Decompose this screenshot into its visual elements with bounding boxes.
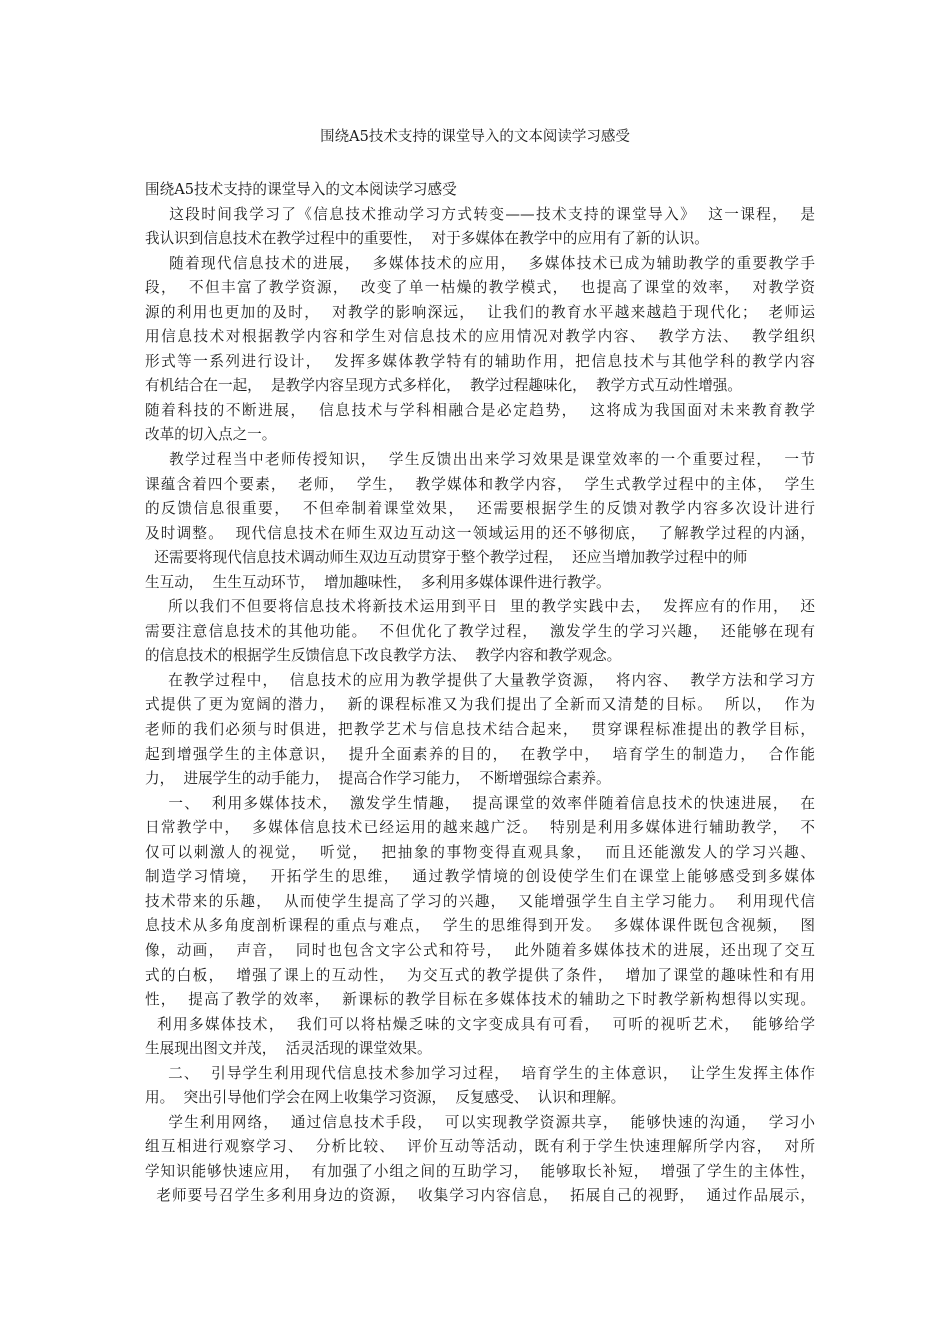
text-line: 源的利用也更加的及时， 对教学的影响深远， 让我们的教育水平越来越趋于现代化； 老师运	[145, 303, 815, 321]
text-line: 我认识到信息技术在教学过程中的重要性， 对于多媒体在教学中的应用有了新的认识。	[145, 230, 709, 248]
text-line: 老师的我们必须与时俱进，把教学艺术与信息技术结合起来， 贯穿课程标准提出的教学目标，	[145, 721, 815, 739]
text-line: 技术带来的乐趣， 从而使学生提高了学习的兴趣， 又能增强学生自主学习能力。 利用现代信	[145, 892, 815, 910]
text-line: 老师要号召学生多利用身边的资源， 收集学习内容信息， 拓展自己的视野， 通过作品展示，	[145, 1187, 815, 1205]
text-line: 形式等一系列进行设计， 发挥多媒体教学特有的辅助作用，把信息技术与其他学科的教学内容	[145, 352, 815, 370]
text-line: 性， 提高了教学的效率， 新课标的教学目标在多媒体技术的辅助之下时教学新构想得以实现。	[145, 991, 815, 1009]
text-line: 需要注意信息技术的其他功能。 不但优化了教学过程， 激发学生的学习兴趣， 还能够在现有	[145, 622, 815, 640]
text-line: 息技术从多角度剖析课程的重点与难点， 学生的思维得到开发。 多媒体课件既包含视频， 图	[145, 917, 815, 935]
text-line: 式提供了更为宽阔的潜力， 新的课程标准又为我们提出了全新而又清楚的目标。 所以， 作为	[145, 696, 815, 714]
text-line: 起到增强学生的主体意识， 提升全面素养的目的， 在教学中， 培育学生的制造力， 合作能	[145, 745, 815, 763]
text-line: 生展现出图文并茂， 活灵活现的课堂效果。	[145, 1040, 432, 1058]
text-line: 学知识能够快速应用， 有加强了小组之间的互助学习， 能够取长补短， 增强了学生的主体性，	[145, 1162, 815, 1180]
text-line: 用信息技术对根据教学内容和学生对信息技术的应用情况对教学内容、 教学方法、 教学组织	[145, 328, 815, 346]
text-line: 利用多媒体技术， 我们可以将枯燥乏味的文字变成具有可看， 可听的视听艺术， 能够给学	[145, 1015, 815, 1033]
text-line: 有机结合在一起， 是教学内容呈现方式多样化， 教学过程趣味化， 教学方式互动性增强。	[145, 377, 742, 395]
text-line: 组互相进行观察学习、 分析比较、 评价互动等活动，既有利于学生快速理解所学内容， 对所	[145, 1138, 815, 1156]
text-line: 教学过程当中老师传授知识， 学生反馈出出来学习效果是课堂效率的一个重要过程， 一节	[145, 451, 815, 469]
text-line: 的信息技术的根据学生反馈信息下改良教学方法、 教学内容和教学观念。	[145, 647, 622, 665]
body-heading: 围绕A5技术支持的课堂导入的文本阅读学习感受	[145, 181, 457, 198]
text-line: 日常教学中， 多媒体信息技术已经运用的越来越广泛。 特别是利用多媒体进行辅助教学， 不	[145, 819, 815, 837]
document-title: 围绕A5技术支持的课堂导入的文本阅读学习感受	[320, 129, 630, 145]
text-line: 及时调整。 现代信息技术在师生双边互动这一领域运用的还不够彻底， 了解教学过程的内涵，	[145, 524, 815, 542]
text-line: 在教学过程中， 信息技术的应用为教学提供了大量教学资源， 将内容、 教学方法和学习方	[145, 671, 815, 689]
text-line: 这段时间我学习了《信息技术推动学习方式转变——技术支持的课堂导入》 这一课程， 是	[145, 205, 815, 223]
text-line: 的反馈信息很重要， 不但牵制着课堂效果， 还需要根据学生的反馈对教学内容多次设计进行	[145, 500, 815, 518]
text-line: 二、 引导学生利用现代信息技术参加学习过程， 培育学生的主体意识， 让学生发挥主体作	[145, 1064, 815, 1082]
document-body	[145, 178, 815, 1209]
text-line: 制造学习情境， 开拓学生的思维， 通过教学情境的创设使学生们在课堂上能够感受到多媒体	[145, 868, 815, 886]
text-line: 所以我们不但要将信息技术将新技术运用到平日 里的教学实践中去， 发挥应有的作用， 还	[145, 598, 815, 616]
text-line: 力， 进展学生的动手能力， 提高合作学习能力， 不断增强综合素养。	[145, 770, 611, 788]
text-line: 式的白板， 增强了课上的互动性， 为交互式的教学提供了条件， 增加了课堂的趣味性和有用	[145, 966, 815, 984]
text-line: 一、 利用多媒体技术， 激发学生情趣， 提高课堂的效率伴随着信息技术的快速进展， 在	[145, 794, 815, 812]
text-line: 学生利用网络， 通过信息技术手段， 可以实现教学资源共享， 能够快速的沟通， 学习小	[145, 1113, 815, 1131]
text-line: 随着科技的不断进展， 信息技术与学科相融合是必定趋势， 这将成为我国面对未来教育教学	[145, 401, 815, 419]
text-line: 课蕴含着四个要素， 老师， 学生， 教学媒体和教学内容， 学生式教学过程中的主体， 学生	[145, 475, 815, 493]
text-line: 仅可以刺激人的视觉， 听觉， 把抽象的事物变得直观具象， 而且还能激发人的学习兴趣、	[145, 843, 815, 861]
text-line: 用。 突出引导他们学会在网上收集学习资源， 反复感受、 认识和理解。	[145, 1089, 626, 1107]
text-line: 段， 不但丰富了教学资源， 改变了单一枯燥的教学模式， 也提高了课堂的效率， 对教学资	[145, 279, 815, 297]
text-line: 还需要将现代信息技术调动师生双边互动贯穿于整个教学过程， 还应当增加教学过程中的师	[145, 549, 748, 567]
text-line: 生互动， 生生互动环节， 增加趣味性， 多利用多媒体课件进行教学。	[145, 573, 611, 591]
text-line: 改革的切入点之一。	[145, 426, 277, 444]
text-line: 像，动画， 声音， 同时也包含文字公式和符号， 此外随着多媒体技术的进展，还出现了交互	[145, 941, 815, 959]
text-line: 随着现代信息技术的进展， 多媒体技术的应用， 多媒体技术已成为辅助教学的重要教学手	[145, 254, 815, 272]
